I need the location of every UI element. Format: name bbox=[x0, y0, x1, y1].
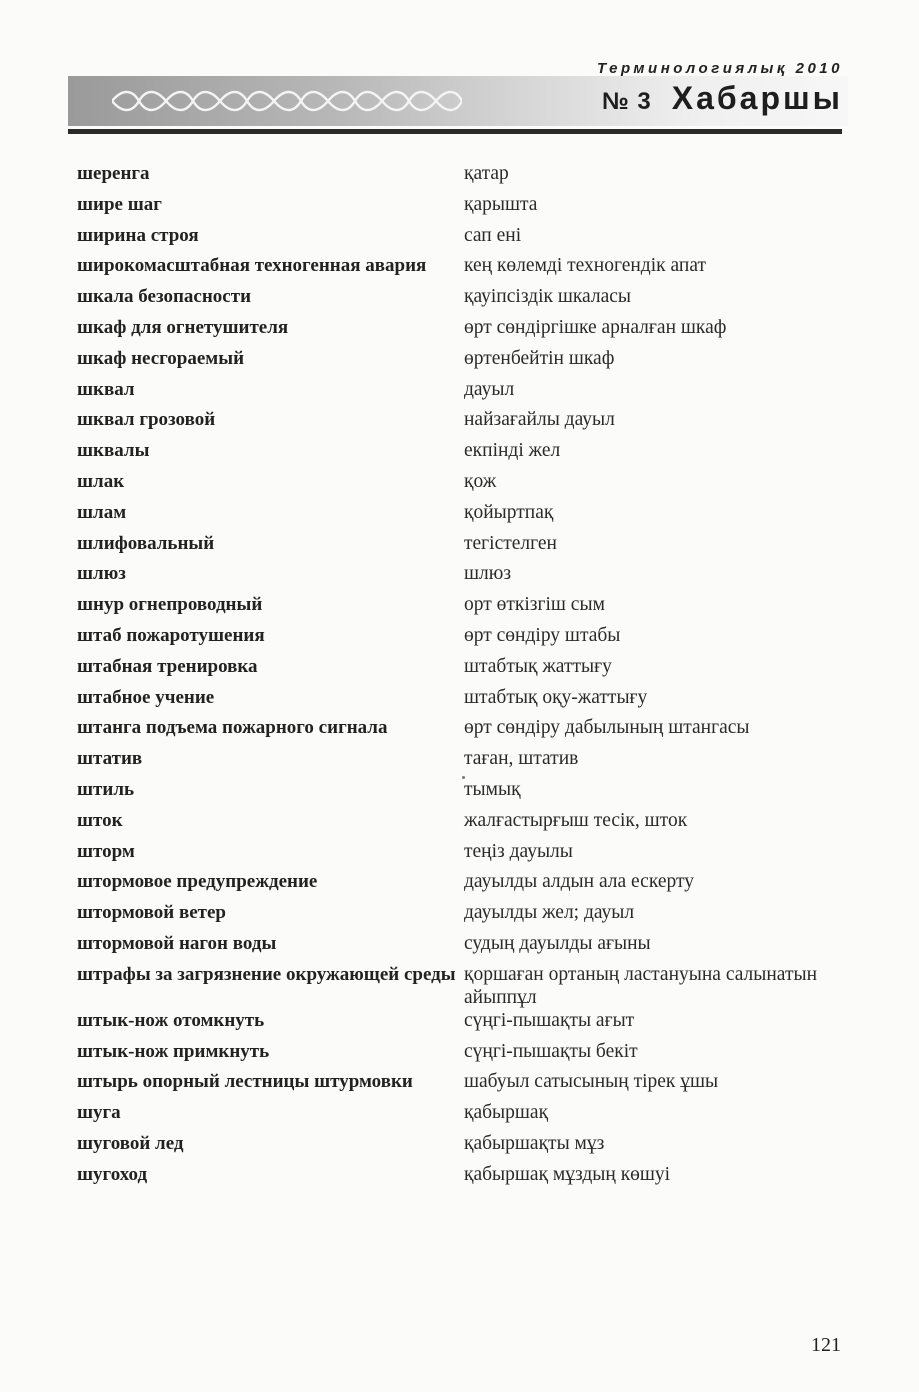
journal-title: Терминологиялық 2010 bbox=[597, 60, 843, 77]
dictionary-entry bbox=[77, 747, 857, 778]
dictionary-entry bbox=[77, 562, 857, 593]
dictionary-entry bbox=[77, 224, 857, 255]
entry-term: штырь опорный лестницы штурмовки bbox=[77, 1071, 413, 1093]
scan-speck bbox=[462, 776, 465, 779]
entry-term: шуговой лед bbox=[77, 1132, 184, 1154]
entry-translation: екпінді жел bbox=[464, 440, 561, 462]
entry-translation: өрт сөндіргішке арналған шкаф bbox=[464, 316, 727, 338]
entry-term: шлам bbox=[77, 501, 127, 523]
entry-term: шкаф для огнетушителя bbox=[77, 316, 289, 338]
entry-translation: сүңгі-пышақты ағыт bbox=[464, 1009, 635, 1031]
entry-term: шток bbox=[77, 809, 123, 831]
dictionary-entry bbox=[77, 1163, 857, 1194]
entry-translation: шабуыл сатысының тірек ұшы bbox=[464, 1071, 719, 1093]
dictionary-entry bbox=[77, 1040, 857, 1071]
dictionary-entry bbox=[77, 408, 857, 439]
dictionary-entry bbox=[77, 1101, 857, 1132]
entry-translation: дауылды жел; дауыл bbox=[464, 902, 635, 924]
entry-term: штормовой ветер bbox=[77, 902, 226, 924]
dictionary-entry bbox=[77, 378, 857, 409]
entry-translation: қойыртпақ bbox=[464, 501, 554, 523]
entry-translation: қабыршақты мұз bbox=[464, 1132, 605, 1154]
entry-term: штык-нож примкнуть bbox=[77, 1040, 270, 1062]
entry-term: штрафы за загрязнение окружающей среды bbox=[77, 963, 456, 985]
entry-term: шкаф несгораемый bbox=[77, 347, 245, 369]
dictionary-entry bbox=[77, 963, 857, 1009]
dictionary-entry bbox=[77, 439, 857, 470]
entry-term: штиль bbox=[77, 778, 135, 800]
entry-term: шлифовальный bbox=[77, 532, 215, 554]
entry-term: штык-нож отомкнуть bbox=[77, 1009, 265, 1031]
entry-term: шквал грозовой bbox=[77, 409, 216, 431]
entry-translation: жалғастырғыш тесік, шток bbox=[464, 809, 688, 831]
journal-name bbox=[602, 80, 843, 117]
entry-translation: өрт сөндіру штабы bbox=[464, 624, 621, 646]
entry-translation: шлюз bbox=[464, 563, 512, 585]
dictionary-entry bbox=[77, 932, 857, 963]
entry-translation: өрт сөндіру дабылының штангасы bbox=[464, 717, 750, 739]
entry-translation: қарышта bbox=[464, 193, 538, 215]
dictionary-entry bbox=[77, 840, 857, 871]
entry-term: штаб пожаротушения bbox=[77, 624, 265, 646]
entry-term: шквалы bbox=[77, 440, 150, 462]
dictionary-entry bbox=[77, 624, 857, 655]
page-number: 121 bbox=[811, 1334, 841, 1356]
entry-term: шлак bbox=[77, 470, 125, 492]
entry-translation: теңіз дауылы bbox=[464, 840, 573, 862]
entry-term: шугоход bbox=[77, 1163, 148, 1185]
entry-term: штабная тренировка bbox=[77, 655, 258, 677]
entry-term: шуга bbox=[77, 1102, 121, 1124]
dictionary-entry bbox=[77, 285, 857, 316]
entry-translation: қож bbox=[464, 470, 497, 492]
issue-number: № 3 bbox=[601, 88, 652, 115]
entry-translation: найзағайлы дауыл bbox=[464, 409, 615, 431]
dictionary-entry bbox=[77, 686, 857, 717]
page-header bbox=[0, 0, 919, 140]
entry-translation: қабыршақ bbox=[464, 1102, 549, 1124]
dictionary-entry bbox=[77, 593, 857, 624]
dictionary-entry bbox=[77, 254, 857, 285]
entry-term: шлюз bbox=[77, 563, 126, 585]
dictionary-entry bbox=[77, 1070, 857, 1101]
entry-translation: қауіпсіздік шкаласы bbox=[464, 286, 632, 308]
entry-term: ширина строя bbox=[77, 224, 199, 246]
entry-translation: қоршаған ортаның ластануына салынатын айыппұл bbox=[464, 963, 818, 1008]
entry-translation: тегістелген bbox=[464, 532, 557, 554]
kazakh-ornament-icon bbox=[112, 84, 462, 118]
entry-translation: қатар bbox=[464, 163, 509, 184]
entry-translation: орт өткізгіш сым bbox=[464, 594, 605, 616]
entry-term: шкала безопасности bbox=[77, 286, 252, 308]
dictionary-entry bbox=[77, 501, 857, 532]
header-rule bbox=[68, 129, 842, 134]
dictionary-entry bbox=[77, 193, 857, 224]
dictionary-list bbox=[77, 162, 857, 1194]
entry-term: шеренга bbox=[77, 163, 150, 184]
dictionary-entry bbox=[77, 870, 857, 901]
entry-term: штанга подъема пожарного сигнала bbox=[77, 717, 388, 739]
entry-translation: қабыршақ мұздың көшуі bbox=[464, 1163, 671, 1185]
entry-term: шире шаг bbox=[77, 193, 162, 215]
entry-term: штабное учение bbox=[77, 686, 215, 708]
dictionary-entry bbox=[77, 532, 857, 563]
entry-translation: сап ені bbox=[464, 224, 522, 246]
entry-translation: штабтық жаттығу bbox=[464, 655, 612, 677]
entry-translation: кең көлемді техногендік апат bbox=[464, 255, 706, 277]
dictionary-entry bbox=[77, 1132, 857, 1163]
entry-translation: дауылды алдын ала ескерту bbox=[464, 871, 694, 893]
dictionary-entry bbox=[77, 809, 857, 840]
entry-translation: штабтық оқу-жаттығу bbox=[464, 686, 648, 708]
dictionary-entry bbox=[77, 316, 857, 347]
dictionary-entry bbox=[77, 901, 857, 932]
entry-translation: дауыл bbox=[464, 378, 515, 400]
entry-term: штормовое предупреждение bbox=[77, 871, 318, 893]
dictionary-entry bbox=[77, 347, 857, 378]
journal-name-text: Хабаршы bbox=[671, 80, 843, 116]
dictionary-entry bbox=[77, 778, 857, 809]
entry-term: широкомасштабная техногенная авария bbox=[77, 255, 427, 277]
dictionary-entry bbox=[77, 470, 857, 501]
entry-term: шторм bbox=[77, 840, 135, 862]
entry-translation: өртенбейтін шкаф bbox=[464, 347, 615, 369]
entry-translation: судың дауылды ағыны bbox=[464, 932, 651, 954]
entry-translation: таған, штатив bbox=[464, 748, 579, 770]
entry-term: штормовой нагон воды bbox=[77, 932, 277, 954]
entry-term: штатив bbox=[77, 748, 143, 770]
entry-translation: тымық bbox=[464, 778, 521, 800]
entry-translation: сүңгі-пышақты бекіт bbox=[464, 1040, 638, 1062]
dictionary-entry bbox=[77, 1009, 857, 1040]
dictionary-entry bbox=[77, 716, 857, 747]
dictionary-entry bbox=[77, 655, 857, 686]
entry-term: шквал bbox=[77, 378, 135, 400]
dictionary-entry bbox=[77, 162, 857, 193]
entry-term: шнур огнепроводный bbox=[77, 594, 263, 616]
